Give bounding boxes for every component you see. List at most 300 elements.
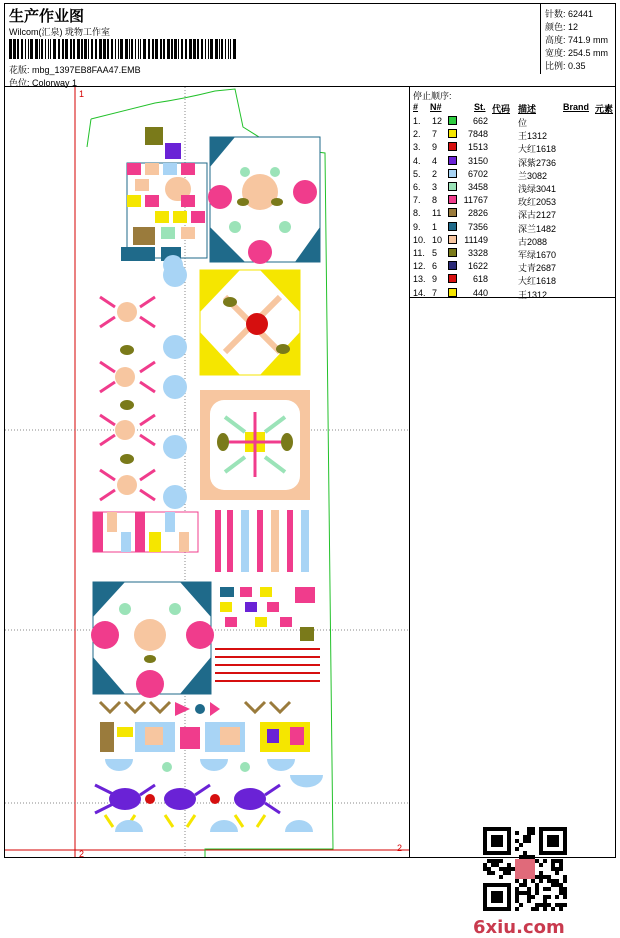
qr-module (519, 891, 523, 895)
sequence-row (410, 181, 615, 194)
qr-module (515, 895, 519, 899)
barcode-bar (181, 39, 183, 59)
stat-stitches: 针数: 62441 (545, 9, 594, 19)
qr-module (491, 839, 495, 843)
qr-module (515, 831, 519, 835)
qr-module (551, 879, 555, 883)
qr-module (551, 907, 555, 911)
barcode-bar (35, 39, 38, 59)
qr-module (535, 891, 539, 895)
qr-module (523, 883, 527, 887)
pattern-file: mbg_1397EB8FAA47.EMB (32, 65, 141, 75)
barcode-bar (120, 39, 123, 59)
qr-module (507, 839, 511, 843)
barcode-bar (53, 39, 56, 59)
qr-module (507, 891, 511, 895)
qr-module (491, 871, 495, 875)
qr-module (487, 827, 491, 831)
qr-module (491, 899, 495, 903)
row-index: 12. (413, 261, 426, 272)
color-swatch (448, 182, 457, 191)
barcode-bar (148, 39, 150, 59)
qr-module (559, 903, 563, 907)
qr-module (507, 903, 511, 907)
barcode-bar (171, 39, 173, 59)
row-needle: 8 (432, 195, 438, 206)
qr-module (531, 907, 535, 911)
sequence-row (410, 207, 615, 220)
qr-module (515, 891, 519, 895)
row-needle: 1 (432, 221, 438, 232)
qr-module (491, 851, 495, 855)
barcode-bar (30, 39, 33, 59)
row-needle: 6 (432, 261, 438, 272)
qr-module (491, 863, 495, 867)
row-index: 4. (413, 155, 421, 166)
embroidery-preview (5, 87, 409, 857)
qr-module (551, 835, 555, 839)
qr-module (487, 907, 491, 911)
qr-module (495, 899, 499, 903)
qr-module (523, 891, 527, 895)
qr-module (551, 863, 555, 867)
studio-name: Wilcom(汇泉) 珑物工作室 (9, 27, 110, 37)
row-desc: 王1312 (518, 131, 548, 142)
qr-module (503, 867, 507, 871)
row-index: 13. (413, 274, 426, 285)
qr-module (495, 843, 499, 847)
page-title: 生产作业图 (9, 8, 85, 25)
barcode-bar (103, 39, 106, 59)
qr-code (483, 827, 567, 911)
qr-module (551, 827, 555, 831)
motif-checker-right (215, 587, 320, 681)
barcode-bar (193, 39, 196, 59)
row-index: 14. (413, 287, 426, 298)
col-element: 元素 (595, 104, 614, 114)
qr-module (519, 855, 523, 859)
barcode-bar (84, 39, 87, 59)
row-stitches: 3458 (467, 182, 488, 192)
qr-module (555, 903, 559, 907)
sequence-row (410, 128, 615, 141)
qr-module (515, 847, 519, 851)
barcode-bar (21, 39, 23, 59)
barcode-bar (155, 39, 158, 59)
qr-module (531, 895, 535, 899)
col-n: N# (430, 102, 442, 112)
barcode-bar (58, 39, 60, 59)
row-needle: 10 (432, 234, 443, 245)
row-index: 11. (413, 248, 425, 258)
qr-module (495, 907, 499, 911)
qr-module (563, 891, 567, 895)
qr-module (507, 871, 511, 875)
qr-module (507, 851, 511, 855)
qr-module (563, 887, 567, 891)
qr-module (495, 863, 499, 867)
motif-square-flower-top (208, 137, 320, 264)
qr-module (499, 895, 503, 899)
barcode-bar (50, 39, 51, 59)
qr-module (535, 875, 539, 879)
qr-module (547, 839, 551, 843)
qr-module (527, 899, 531, 903)
qr-module (555, 827, 559, 831)
barcode-bar (140, 39, 141, 59)
qr-module (563, 835, 567, 839)
barcode-bar (70, 39, 72, 59)
qr-module (487, 871, 491, 875)
qr-module (563, 843, 567, 847)
barcode-bar (174, 39, 177, 59)
barcode-bar (228, 39, 229, 59)
pattern-label: 花版: (9, 65, 30, 75)
qr-module (539, 903, 543, 907)
qr-module (555, 835, 559, 839)
qr-module (555, 871, 559, 875)
row-stitches: 440 (472, 287, 488, 298)
qr-module (491, 835, 495, 839)
qr-module (543, 851, 547, 855)
row-desc: 古2088 (518, 236, 548, 247)
qr-module (547, 875, 551, 879)
qr-module (555, 883, 559, 887)
qr-module (539, 839, 543, 843)
qr-module (483, 835, 487, 839)
qr-module (483, 827, 487, 831)
row-stitches: 3328 (467, 248, 488, 258)
qr-module (559, 883, 563, 887)
row-needle: 5 (432, 248, 438, 258)
qr-module (547, 851, 551, 855)
motif-flower-column (100, 263, 187, 509)
pattern-line (9, 63, 141, 76)
qr-module (499, 827, 503, 831)
barcode-bar (88, 39, 89, 59)
row-stitches: 1513 (467, 142, 488, 153)
qr-module (523, 855, 527, 859)
qr-module (555, 879, 559, 883)
qr-module (503, 871, 507, 875)
embroidery-canvas (5, 87, 410, 857)
qr-module (543, 887, 547, 891)
qr-module (499, 891, 503, 895)
barcode-bar (201, 39, 203, 59)
qr-module (507, 827, 511, 831)
qr-module (563, 879, 567, 883)
row-desc: 大红1618 (518, 276, 557, 287)
barcode-bar (115, 39, 116, 59)
qr-module (563, 827, 567, 831)
color-swatch (448, 129, 457, 138)
sequence-row (410, 221, 615, 234)
qr-module (551, 883, 555, 887)
row-needle: 12 (432, 116, 443, 126)
qr-module (563, 847, 567, 851)
qr-module (535, 883, 539, 887)
qr-module (491, 895, 495, 899)
qr-module (499, 907, 503, 911)
row-stitches: 11149 (464, 234, 488, 245)
qr-module (539, 863, 543, 867)
barcode-bar (129, 39, 130, 59)
qr-module (507, 887, 511, 891)
garment-outline-left (87, 119, 91, 147)
barcode-bar (107, 39, 109, 59)
barcode-bar (215, 39, 218, 59)
marker-top-left: 1 (79, 89, 85, 99)
row-needle: 9 (432, 274, 438, 285)
qr-module (539, 835, 543, 839)
color-swatch (448, 208, 457, 217)
sequence-row (410, 273, 615, 286)
qr-module (507, 835, 511, 839)
qr-module (559, 851, 563, 855)
barcode-bar (225, 39, 226, 59)
row-index: 1. (413, 116, 421, 126)
qr-module (527, 827, 531, 831)
qr-module (515, 839, 519, 843)
qr-module (531, 831, 535, 835)
qr-module (499, 851, 503, 855)
qr-module (563, 875, 567, 879)
qr-module (507, 867, 511, 871)
barcode-bar (230, 39, 231, 59)
qr-module (499, 835, 503, 839)
barcode-bar (39, 39, 40, 59)
barcode-bar (138, 39, 139, 59)
sequence-row (410, 260, 615, 273)
qr-module (547, 843, 551, 847)
qr-module (559, 907, 563, 911)
barcode (9, 39, 239, 59)
qr-module (547, 879, 551, 883)
qr-module (519, 903, 523, 907)
marker-bottom-right: 2 (397, 843, 403, 853)
qr-module (547, 895, 551, 899)
qr-module (515, 887, 519, 891)
qr-logo-badge (515, 859, 535, 879)
barcode-bar (13, 39, 16, 59)
row-index: 7. (413, 195, 421, 206)
row-desc: 位 (518, 118, 528, 128)
barcode-bar (91, 39, 93, 59)
qr-module (527, 831, 531, 835)
qr-module (495, 895, 499, 899)
qr-module (523, 839, 527, 843)
stat-scale: 比例: 0.35 (545, 61, 586, 71)
qr-module (539, 847, 543, 851)
qr-module (503, 907, 507, 911)
qr-module (503, 851, 507, 855)
qr-module (527, 891, 531, 895)
row-desc: 大红1618 (518, 144, 557, 155)
qr-module (523, 879, 527, 883)
row-stitches: 3150 (467, 155, 488, 166)
qr-module (483, 891, 487, 895)
sequence-row (410, 168, 615, 181)
qr-module (507, 863, 511, 867)
row-needle: 7 (432, 287, 438, 298)
qr-module (539, 831, 543, 835)
stat-colors: 颜色: 12 (545, 22, 579, 32)
qr-module (507, 847, 511, 851)
qr-module (499, 867, 503, 871)
qr-module (563, 851, 567, 855)
barcode-bar (45, 39, 46, 59)
qr-module (515, 907, 519, 911)
color-swatch (448, 288, 457, 297)
qr-module (487, 883, 491, 887)
sequence-row (410, 234, 615, 247)
qr-module (495, 851, 499, 855)
barcode-bar (95, 39, 97, 59)
row-stitches: 7848 (467, 129, 488, 140)
barcode-bar (221, 39, 223, 59)
stop-sequence-panel (410, 87, 615, 298)
row-stitches: 6702 (467, 168, 488, 179)
row-desc: 军绿1670 (518, 250, 557, 260)
qr-module (483, 887, 487, 891)
qr-module (515, 879, 519, 883)
barcode-bar (99, 39, 102, 59)
qr-module (483, 907, 487, 911)
qr-module (563, 831, 567, 835)
sequence-row (410, 247, 615, 260)
barcode-bar (81, 39, 83, 59)
barcode-bar (77, 39, 80, 59)
qr-module (527, 835, 531, 839)
qr-module (551, 839, 555, 843)
row-desc: 深兰1482 (518, 223, 557, 234)
qr-module (539, 851, 543, 855)
qr-module (491, 891, 495, 895)
qr-module (527, 895, 531, 899)
barcode-bar (208, 39, 209, 59)
qr-module (551, 851, 555, 855)
qr-module (495, 835, 499, 839)
color-swatch (448, 248, 457, 257)
qr-module (507, 831, 511, 835)
qr-module (563, 839, 567, 843)
barcode-bar (219, 39, 220, 59)
barcode-bar (163, 39, 165, 59)
qr-module (483, 847, 487, 851)
sequence-row (410, 287, 615, 300)
row-needle: 2 (432, 168, 438, 179)
barcode-bar (131, 39, 133, 59)
qr-module (527, 887, 531, 891)
qr-module (539, 827, 543, 831)
qr-module (559, 887, 563, 891)
qr-module (543, 907, 547, 911)
barcode-bar (189, 39, 192, 59)
row-desc: 深紫2736 (518, 157, 557, 168)
barcode-bar (143, 39, 146, 59)
watermark-logo: 6xiu.com (473, 917, 565, 938)
qr-module (499, 875, 503, 879)
motif-square-yellow (200, 270, 300, 375)
col-desc: 描述 (518, 104, 537, 114)
barcode-bar (28, 39, 29, 59)
qr-module (555, 843, 559, 847)
qr-module (535, 907, 539, 911)
color-swatch (448, 142, 457, 151)
col-num: # (413, 102, 419, 112)
motif-checker-top (121, 127, 207, 275)
motif-lower-band (100, 702, 310, 772)
qr-module (523, 851, 527, 855)
qr-module (507, 883, 511, 887)
qr-module (539, 871, 543, 875)
barcode-bar (65, 39, 68, 59)
row-index: 10. (413, 234, 426, 245)
sequence-row (410, 141, 615, 154)
qr-module (563, 903, 567, 907)
qr-module (519, 843, 523, 847)
row-desc: 玫红2053 (518, 197, 557, 208)
qr-module (551, 843, 555, 847)
row-desc: 深古2127 (518, 210, 557, 221)
barcode-bar (135, 39, 136, 59)
qr-module (483, 883, 487, 887)
qr-module (499, 883, 503, 887)
qr-module (523, 835, 527, 839)
qr-module (547, 887, 551, 891)
qr-module (543, 903, 547, 907)
row-stitches: 7356 (467, 221, 488, 232)
colorway-label: 色位: (9, 78, 30, 88)
qr-module (531, 855, 535, 859)
barcode-bar (210, 39, 213, 59)
row-index: 3. (413, 142, 421, 153)
qr-module (539, 843, 543, 847)
qr-module (499, 843, 503, 847)
sequence-row (410, 115, 615, 128)
motif-stripe-band (93, 510, 320, 572)
barcode-bar (125, 39, 128, 59)
qr-module (483, 863, 487, 867)
sequence-title: 停止顺序: (413, 91, 452, 101)
qr-module (535, 887, 539, 891)
barcode-bar (152, 39, 154, 59)
qr-module (491, 907, 495, 911)
stats-panel (540, 4, 618, 74)
color-swatch (448, 195, 457, 204)
qr-module (483, 851, 487, 855)
qr-module (507, 899, 511, 903)
qr-module (547, 827, 551, 831)
row-index: 8. (413, 208, 421, 219)
qr-module (515, 899, 519, 903)
row-desc: 浅绿3041 (518, 184, 557, 194)
qr-module (507, 907, 511, 911)
row-stitches: 2826 (467, 208, 488, 219)
qr-module (527, 839, 531, 843)
row-desc: 王1312 (518, 289, 548, 300)
qr-module (543, 899, 547, 903)
qr-module (559, 891, 563, 895)
row-needle: 7 (432, 129, 438, 140)
qr-module (503, 827, 507, 831)
qr-module (527, 855, 531, 859)
barcode-bar (167, 39, 170, 59)
qr-module (563, 895, 567, 899)
qr-module (487, 867, 491, 871)
color-swatch (448, 261, 457, 270)
row-needle: 9 (432, 142, 438, 153)
